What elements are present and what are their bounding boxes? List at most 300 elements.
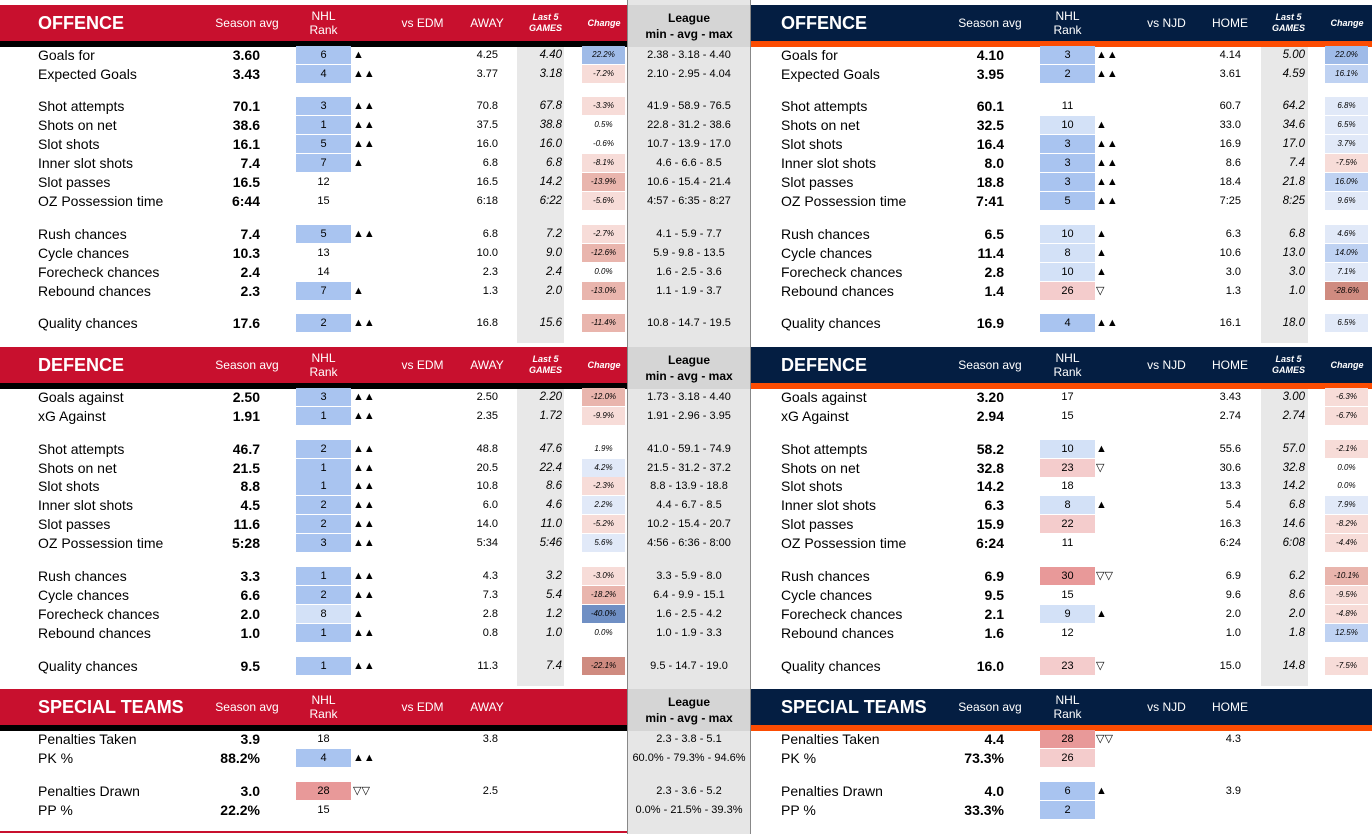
left-rank-arrow-icon: ▲ — [353, 285, 364, 297]
right-season-value: 15.9 — [976, 516, 1004, 532]
left-rank-cell: 3 — [296, 534, 351, 552]
left-season-value: 8.8 — [240, 478, 260, 494]
right-change-cell: -7.5% — [1325, 154, 1368, 172]
left-last5-value: 2.20 — [539, 391, 562, 403]
left-season-value: 7.4 — [240, 155, 260, 171]
right-last5-value: 64.2 — [1282, 100, 1305, 112]
left-rank-arrow-icon: ▲▲ — [353, 589, 375, 601]
right-opponent-value: 3.61 — [1219, 68, 1241, 80]
right-offence-rank-header: NHL Rank — [1053, 9, 1082, 37]
left-change-cell: -12.6% — [582, 244, 625, 262]
right-stat-label: Cycle chances — [781, 587, 873, 603]
right-rank-cell: 23 — [1040, 459, 1095, 477]
right-stat-label: Rush chances — [781, 568, 870, 584]
right-rank-arrow-icon: ▲▲ — [1096, 49, 1118, 61]
right-season-value: 6:24 — [975, 535, 1004, 551]
right-defence-header — [751, 347, 1372, 389]
league-range-value: 1.6 - 2.5 - 3.6 — [656, 266, 722, 278]
right-stat-label: Inner slot shots — [781, 155, 876, 171]
right-offence-row — [0, 263, 1372, 282]
right-special-row — [0, 730, 1372, 749]
right-change-cell: 22.0% — [1325, 46, 1368, 64]
right-change-cell: 16.0% — [1325, 173, 1368, 191]
right-defence-last5-header: Last 5 GAMES — [1271, 354, 1305, 375]
right-last5-value: 8.6 — [1289, 589, 1305, 601]
left-change-cell: -5.2% — [582, 515, 625, 533]
left-change-cell: -2.3% — [582, 477, 625, 495]
left-last5-value: 1.2 — [546, 608, 562, 620]
right-opponent-value: 18.4 — [1219, 176, 1241, 188]
left-opponent-value: 10.0 — [476, 247, 498, 259]
left-last5-value: 1.72 — [539, 410, 562, 422]
left-rank-arrow-icon: ▲▲ — [353, 660, 375, 672]
right-change-cell: -28.6% — [1325, 282, 1368, 300]
right-special-location-header: HOME — [1212, 700, 1248, 714]
right-rank-cell: 22 — [1040, 515, 1095, 533]
right-defence-season-avg-header: Season avg — [958, 358, 1022, 372]
left-defence-title: DEFENCE — [38, 355, 125, 375]
right-change-cell: 0.0% — [1337, 481, 1356, 490]
left-season-value: 88.2% — [220, 750, 260, 766]
left-stat-label: Rebound chances — [38, 283, 151, 299]
left-last5-value: 9.0 — [546, 247, 562, 259]
left-rank-cell: 3 — [296, 388, 351, 406]
left-special-header — [0, 689, 627, 731]
left-opponent-value: 20.5 — [476, 462, 498, 474]
left-change-cell: -12.0% — [582, 388, 625, 406]
left-change-cell: 4.2% — [582, 459, 625, 477]
right-offence-header — [751, 5, 1372, 47]
left-rank-arrow-icon: ▲▲ — [353, 518, 375, 530]
league-range-value: 1.73 - 3.18 - 4.40 — [647, 391, 731, 403]
league-range-value: 8.8 - 13.9 - 18.8 — [650, 480, 728, 492]
right-offence-row — [0, 116, 1372, 135]
right-season-value: 1.4 — [984, 283, 1004, 299]
league-offence-header: League min - avg - max — [628, 5, 750, 47]
right-season-value: 73.3% — [964, 750, 1004, 766]
right-opponent-value: 6:24 — [1219, 537, 1241, 549]
left-rank-cell: 18 — [317, 733, 330, 745]
left-season-value: 16.5 — [232, 174, 260, 190]
left-opponent-value: 2.8 — [482, 608, 498, 620]
right-offence-row — [0, 46, 1372, 65]
right-opponent-value: 3.9 — [1225, 785, 1241, 797]
right-last5-value: 17.0 — [1282, 138, 1305, 150]
right-defence-location-header: HOME — [1212, 358, 1248, 372]
left-defence-header — [0, 347, 627, 389]
right-season-value: 16.4 — [976, 136, 1004, 152]
right-opponent-value: 9.6 — [1225, 589, 1241, 601]
left-season-value: 10.3 — [232, 245, 260, 261]
league-range-value: 2.3 - 3.6 - 5.2 — [656, 785, 722, 797]
left-opponent-value: 6:18 — [476, 195, 498, 207]
left-change-cell: 5.6% — [582, 534, 625, 552]
left-stat-label: Inner slot shots — [38, 497, 133, 513]
right-opponent-value: 13.3 — [1219, 480, 1241, 492]
left-season-value: 6:44 — [231, 193, 260, 209]
right-rank-arrow-icon: ▲ — [1096, 228, 1107, 240]
right-rank-arrow-icon: ▽ — [1096, 462, 1105, 474]
right-opponent-value: 55.6 — [1219, 443, 1241, 455]
right-rank-arrow-icon: ▽▽ — [1096, 733, 1113, 745]
right-rank-arrow-icon: ▽ — [1096, 660, 1105, 672]
league-range-value: 1.1 - 1.9 - 3.7 — [656, 285, 722, 297]
left-opponent-value: 2.50 — [476, 391, 498, 403]
right-last5-value: 14.8 — [1282, 660, 1305, 672]
left-last5-value: 47.6 — [539, 443, 562, 455]
right-defence-row — [0, 459, 1372, 478]
left-rank-arrow-icon: ▲▲ — [353, 627, 375, 639]
right-opponent-value: 4.3 — [1225, 733, 1241, 745]
left-change-cell: -13.9% — [582, 173, 625, 191]
right-offence-row — [0, 314, 1372, 333]
left-stat-label: Goals for — [38, 47, 95, 63]
right-last5-value: 6:08 — [1282, 537, 1305, 549]
left-season-value: 46.7 — [232, 441, 260, 457]
right-rank-arrow-icon: ▲ — [1096, 499, 1107, 511]
left-rank-arrow-icon: ▲ — [353, 49, 364, 61]
left-season-value: 9.5 — [240, 658, 260, 674]
right-season-value: 8.0 — [984, 155, 1004, 171]
right-defence-row — [0, 515, 1372, 534]
left-season-value: 70.1 — [232, 98, 260, 114]
left-rank-arrow-icon: ▲ — [353, 157, 364, 169]
right-opponent-value: 1.0 — [1225, 627, 1241, 639]
left-change-cell: -8.1% — [582, 154, 625, 172]
left-season-value: 38.6 — [232, 117, 260, 133]
right-rank-arrow-icon: ▲ — [1096, 785, 1107, 797]
right-rank-cell: 23 — [1040, 657, 1095, 675]
right-change-cell: 16.1% — [1325, 65, 1368, 83]
left-rank-arrow-icon: ▲▲ — [353, 499, 375, 511]
right-change-cell: 12.5% — [1325, 624, 1368, 642]
right-defence-row — [0, 586, 1372, 605]
right-stat-label: Goals for — [781, 47, 838, 63]
right-stat-label: Shots on net — [781, 117, 860, 133]
right-season-value: 6.5 — [984, 226, 1004, 242]
left-change-cell: 0.0% — [594, 628, 613, 637]
right-stat-label: Quality chances — [781, 658, 881, 674]
league-range-value: 10.2 - 15.4 - 20.7 — [647, 518, 731, 530]
left-change-cell: -3.0% — [582, 567, 625, 585]
left-last5-value: 7.2 — [546, 228, 562, 240]
right-rank-cell: 4 — [1040, 314, 1095, 332]
league-range-value: 5.9 - 9.8 - 13.5 — [653, 247, 725, 259]
right-stat-label: Rebound chances — [781, 625, 894, 641]
right-special-title: SPECIAL TEAMS — [781, 697, 927, 717]
left-opponent-value: 6.0 — [482, 499, 498, 511]
left-last5-value: 7.4 — [546, 660, 562, 672]
left-offence-last5-header: Last 5 GAMES — [528, 12, 562, 33]
right-opponent-value: 7:25 — [1219, 195, 1241, 207]
right-rank-cell: 15 — [1061, 410, 1074, 422]
right-rank-cell: 3 — [1040, 46, 1095, 64]
left-opponent-value: 16.8 — [476, 317, 498, 329]
right-change-cell: 6.8% — [1325, 97, 1368, 115]
right-rank-arrow-icon: ▲▲ — [1096, 195, 1118, 207]
right-season-value: 32.5 — [976, 117, 1004, 133]
right-season-value: 16.0 — [976, 658, 1004, 674]
right-change-cell: -4.4% — [1325, 534, 1368, 552]
right-rank-cell: 10 — [1040, 116, 1095, 134]
left-last5-value: 4.6 — [546, 499, 562, 511]
right-stat-label: Goals against — [781, 389, 867, 405]
right-defence-vs-header: vs NJD — [1147, 358, 1186, 372]
right-opponent-value: 2.74 — [1219, 410, 1241, 422]
left-stat-label: Slot shots — [38, 136, 100, 152]
right-change-cell: -10.1% — [1325, 567, 1368, 585]
left-last5-value: 22.4 — [539, 462, 562, 474]
right-defence-row — [0, 534, 1372, 553]
left-opponent-value: 2.5 — [482, 785, 498, 797]
right-change-cell: 6.5% — [1325, 116, 1368, 134]
right-rank-arrow-icon: ▲▲ — [1096, 138, 1118, 150]
right-stat-label: PP % — [781, 802, 816, 818]
left-rank-arrow-icon: ▲▲ — [353, 68, 375, 80]
right-rank-cell: 11 — [1061, 100, 1074, 112]
right-defence-row — [0, 496, 1372, 515]
left-stat-label: PP % — [38, 802, 73, 818]
left-rank-arrow-icon: ▲ — [353, 608, 364, 620]
right-special-vs-header: vs NJD — [1147, 700, 1186, 714]
left-season-value: 1.0 — [240, 625, 260, 641]
right-opponent-value: 6.3 — [1225, 228, 1241, 240]
left-last5-value: 4.40 — [539, 49, 562, 61]
left-change-cell: -11.4% — [582, 314, 625, 332]
right-offence-row — [0, 97, 1372, 116]
left-opponent-value: 37.5 — [476, 119, 498, 131]
left-change-cell: -2.7% — [582, 225, 625, 243]
right-last5-value: 6.8 — [1289, 228, 1305, 240]
left-stat-label: Penalties Taken — [38, 731, 137, 747]
right-stat-label: OZ Possession time — [781, 193, 907, 209]
right-season-value: 58.2 — [976, 441, 1004, 457]
left-rank-arrow-icon: ▲▲ — [353, 410, 375, 422]
right-last5-value: 13.0 — [1282, 247, 1305, 259]
league-range-value: 4.6 - 6.6 - 8.5 — [656, 157, 722, 169]
right-special-rank-header: NHL Rank — [1053, 693, 1082, 721]
left-opponent-value: 16.5 — [476, 176, 498, 188]
left-opponent-value: 3.8 — [482, 733, 498, 745]
left-defence-location-header: AWAY — [470, 358, 504, 372]
right-season-value: 33.3% — [964, 802, 1004, 818]
left-rank-cell: 1 — [296, 567, 351, 585]
left-rank-cell: 5 — [296, 135, 351, 153]
left-stat-label: Forecheck chances — [38, 606, 160, 622]
league-range-value: 1.0 - 1.9 - 3.3 — [656, 627, 722, 639]
left-rank-cell: 15 — [317, 804, 330, 816]
right-rank-arrow-icon: ▽ — [1096, 285, 1105, 297]
right-last5-value: 2.0 — [1289, 608, 1305, 620]
left-special-location-header: AWAY — [470, 700, 504, 714]
league-range-value: 0.0% - 21.5% - 39.3% — [635, 804, 743, 816]
right-change-cell: 6.5% — [1325, 314, 1368, 332]
right-defence-row — [0, 657, 1372, 676]
right-change-cell: -2.1% — [1325, 440, 1368, 458]
left-rank-arrow-icon: ▲▲ — [353, 391, 375, 403]
left-season-value: 7.4 — [240, 226, 260, 242]
right-stat-label: Forecheck chances — [781, 264, 903, 280]
left-season-value: 2.3 — [240, 283, 260, 299]
left-opponent-value: 10.8 — [476, 480, 498, 492]
left-rank-arrow-icon: ▲▲ — [353, 570, 375, 582]
league-defence-header: League min - avg - max — [628, 347, 750, 389]
left-last5-value: 16.0 — [539, 138, 562, 150]
right-change-cell: 14.0% — [1325, 244, 1368, 262]
right-stat-label: PK % — [781, 750, 817, 766]
right-offence-title: OFFENCE — [781, 13, 868, 33]
right-stat-label: Shots on net — [781, 460, 860, 476]
left-change-cell: -22.1% — [582, 657, 625, 675]
left-stat-label: Cycle chances — [38, 587, 130, 603]
right-stat-label: Penalties Drawn — [781, 783, 883, 799]
right-last5-value: 18.0 — [1282, 317, 1305, 329]
left-rank-cell: 15 — [317, 195, 330, 207]
left-stat-label: Slot passes — [38, 174, 111, 190]
left-season-value: 6.6 — [240, 587, 260, 603]
right-stat-label: Penalties Taken — [781, 731, 880, 747]
left-last5-value: 14.2 — [539, 176, 562, 188]
right-last5-value: 32.8 — [1282, 462, 1305, 474]
left-season-value: 22.2% — [220, 802, 260, 818]
left-stat-label: xG Against — [38, 408, 106, 424]
right-last5-value: 1.0 — [1289, 285, 1305, 297]
left-last5-value: 3.2 — [546, 570, 562, 582]
right-defence-row — [0, 605, 1372, 624]
right-season-value: 7:41 — [975, 193, 1004, 209]
right-rank-arrow-icon: ▲▲ — [1096, 176, 1118, 188]
right-defence-row — [0, 477, 1372, 496]
left-change-cell: -0.6% — [593, 139, 614, 148]
left-rank-cell: 7 — [296, 154, 351, 172]
left-opponent-value: 48.8 — [476, 443, 498, 455]
right-rank-cell: 18 — [1061, 480, 1074, 492]
league-range-value: 6.4 - 9.9 - 15.1 — [653, 589, 725, 601]
right-offence-vs-header: vs NJD — [1147, 16, 1186, 30]
left-rank-cell: 4 — [296, 65, 351, 83]
left-stat-label: Shot attempts — [38, 441, 125, 457]
right-opponent-value: 16.1 — [1219, 317, 1241, 329]
left-special-rank-header: NHL Rank — [309, 693, 338, 721]
left-opponent-value: 2.3 — [482, 266, 498, 278]
left-last5-value: 5.4 — [546, 589, 562, 601]
right-opponent-value: 30.6 — [1219, 462, 1241, 474]
left-rank-cell: 1 — [296, 657, 351, 675]
right-change-cell: -8.2% — [1325, 515, 1368, 533]
right-rank-arrow-icon: ▲ — [1096, 608, 1107, 620]
right-rank-cell: 6 — [1040, 782, 1095, 800]
right-rank-arrow-icon: ▲ — [1096, 119, 1107, 131]
right-stat-label: Forecheck chances — [781, 606, 903, 622]
left-rank-cell: 2 — [296, 586, 351, 604]
right-season-value: 4.0 — [984, 783, 1004, 799]
left-last5-value: 11.0 — [540, 518, 562, 530]
right-stat-label: Shot attempts — [781, 98, 868, 114]
left-change-cell: -40.0% — [582, 605, 625, 623]
left-offence-vs-header: vs EDM — [401, 16, 444, 30]
left-season-value: 11.6 — [233, 516, 260, 532]
left-defence-season-avg-header: Season avg — [215, 358, 279, 372]
right-last5-value: 5.00 — [1282, 49, 1305, 61]
right-rank-cell: 8 — [1040, 244, 1095, 262]
left-season-value: 4.5 — [240, 497, 260, 513]
right-last5-value: 57.0 — [1282, 443, 1305, 455]
left-opponent-value: 14.0 — [476, 518, 498, 530]
left-rank-cell: 4 — [296, 749, 351, 767]
right-rank-cell: 12 — [1061, 627, 1074, 639]
left-defence-vs-header: vs EDM — [401, 358, 444, 372]
left-stat-label: Rebound chances — [38, 625, 151, 641]
right-rank-arrow-icon: ▲▲ — [1096, 157, 1118, 169]
left-stat-label: Goals against — [38, 389, 124, 405]
left-rank-arrow-icon: ▲▲ — [353, 537, 375, 549]
right-change-cell: 3.7% — [1325, 135, 1368, 153]
right-opponent-value: 60.7 — [1219, 100, 1241, 112]
left-last5-value: 8.6 — [546, 480, 562, 492]
left-change-cell: -5.6% — [582, 192, 625, 210]
left-rank-cell: 1 — [296, 407, 351, 425]
right-season-value: 4.4 — [984, 731, 1004, 747]
left-season-value: 3.0 — [240, 783, 260, 799]
right-stat-label: OZ Possession time — [781, 535, 907, 551]
right-rank-cell: 10 — [1040, 263, 1095, 281]
left-stat-label: Rush chances — [38, 568, 127, 584]
left-rank-cell: 1 — [296, 624, 351, 642]
right-stat-label: Rebound chances — [781, 283, 894, 299]
left-stat-label: OZ Possession time — [38, 193, 164, 209]
right-stat-label: Expected Goals — [781, 66, 880, 82]
right-stat-label: Rush chances — [781, 226, 870, 242]
left-change-cell: -3.3% — [582, 97, 625, 115]
right-rank-cell: 5 — [1040, 192, 1095, 210]
left-last5-value: 6:22 — [539, 195, 562, 207]
right-rank-cell: 26 — [1040, 749, 1095, 767]
left-rank-cell: 13 — [317, 247, 330, 259]
right-stat-label: xG Against — [781, 408, 849, 424]
right-opponent-value: 16.3 — [1219, 518, 1241, 530]
right-rank-cell: 28 — [1040, 730, 1095, 748]
left-change-cell: -9.9% — [582, 407, 625, 425]
left-last5-value: 2.0 — [546, 285, 562, 297]
left-season-value: 2.0 — [240, 606, 260, 622]
left-last5-value: 1.0 — [546, 627, 562, 639]
left-season-value: 3.9 — [240, 731, 260, 747]
right-rank-arrow-icon: ▲ — [1096, 266, 1107, 278]
left-opponent-value: 5:34 — [476, 537, 498, 549]
league-range-value: 9.5 - 14.7 - 19.0 — [650, 660, 728, 672]
right-change-cell: -7.5% — [1325, 657, 1368, 675]
right-opponent-value: 10.6 — [1219, 247, 1241, 259]
left-change-cell: -18.2% — [582, 586, 625, 604]
right-stat-label: Slot passes — [781, 174, 854, 190]
league-range-value: 41.9 - 58.9 - 76.5 — [647, 100, 731, 112]
left-stat-label: Forecheck chances — [38, 264, 160, 280]
right-defence-row — [0, 407, 1372, 426]
left-opponent-value: 6.8 — [482, 228, 498, 240]
league-range-value: 3.3 - 5.9 - 8.0 — [656, 570, 722, 582]
right-season-value: 6.3 — [984, 497, 1004, 513]
left-opponent-value: 6.8 — [482, 157, 498, 169]
right-offence-row — [0, 244, 1372, 263]
right-rank-cell: 8 — [1040, 496, 1095, 514]
right-change-cell: -4.8% — [1325, 605, 1368, 623]
right-opponent-value: 16.9 — [1219, 138, 1241, 150]
left-rank-cell: 28 — [296, 782, 351, 800]
league-range-value: 1.91 - 2.96 - 3.95 — [647, 410, 731, 422]
left-rank-arrow-icon: ▲▲ — [353, 443, 375, 455]
left-stat-label: Cycle chances — [38, 245, 130, 261]
league-range-value: 4.1 - 5.9 - 7.7 — [656, 228, 722, 240]
